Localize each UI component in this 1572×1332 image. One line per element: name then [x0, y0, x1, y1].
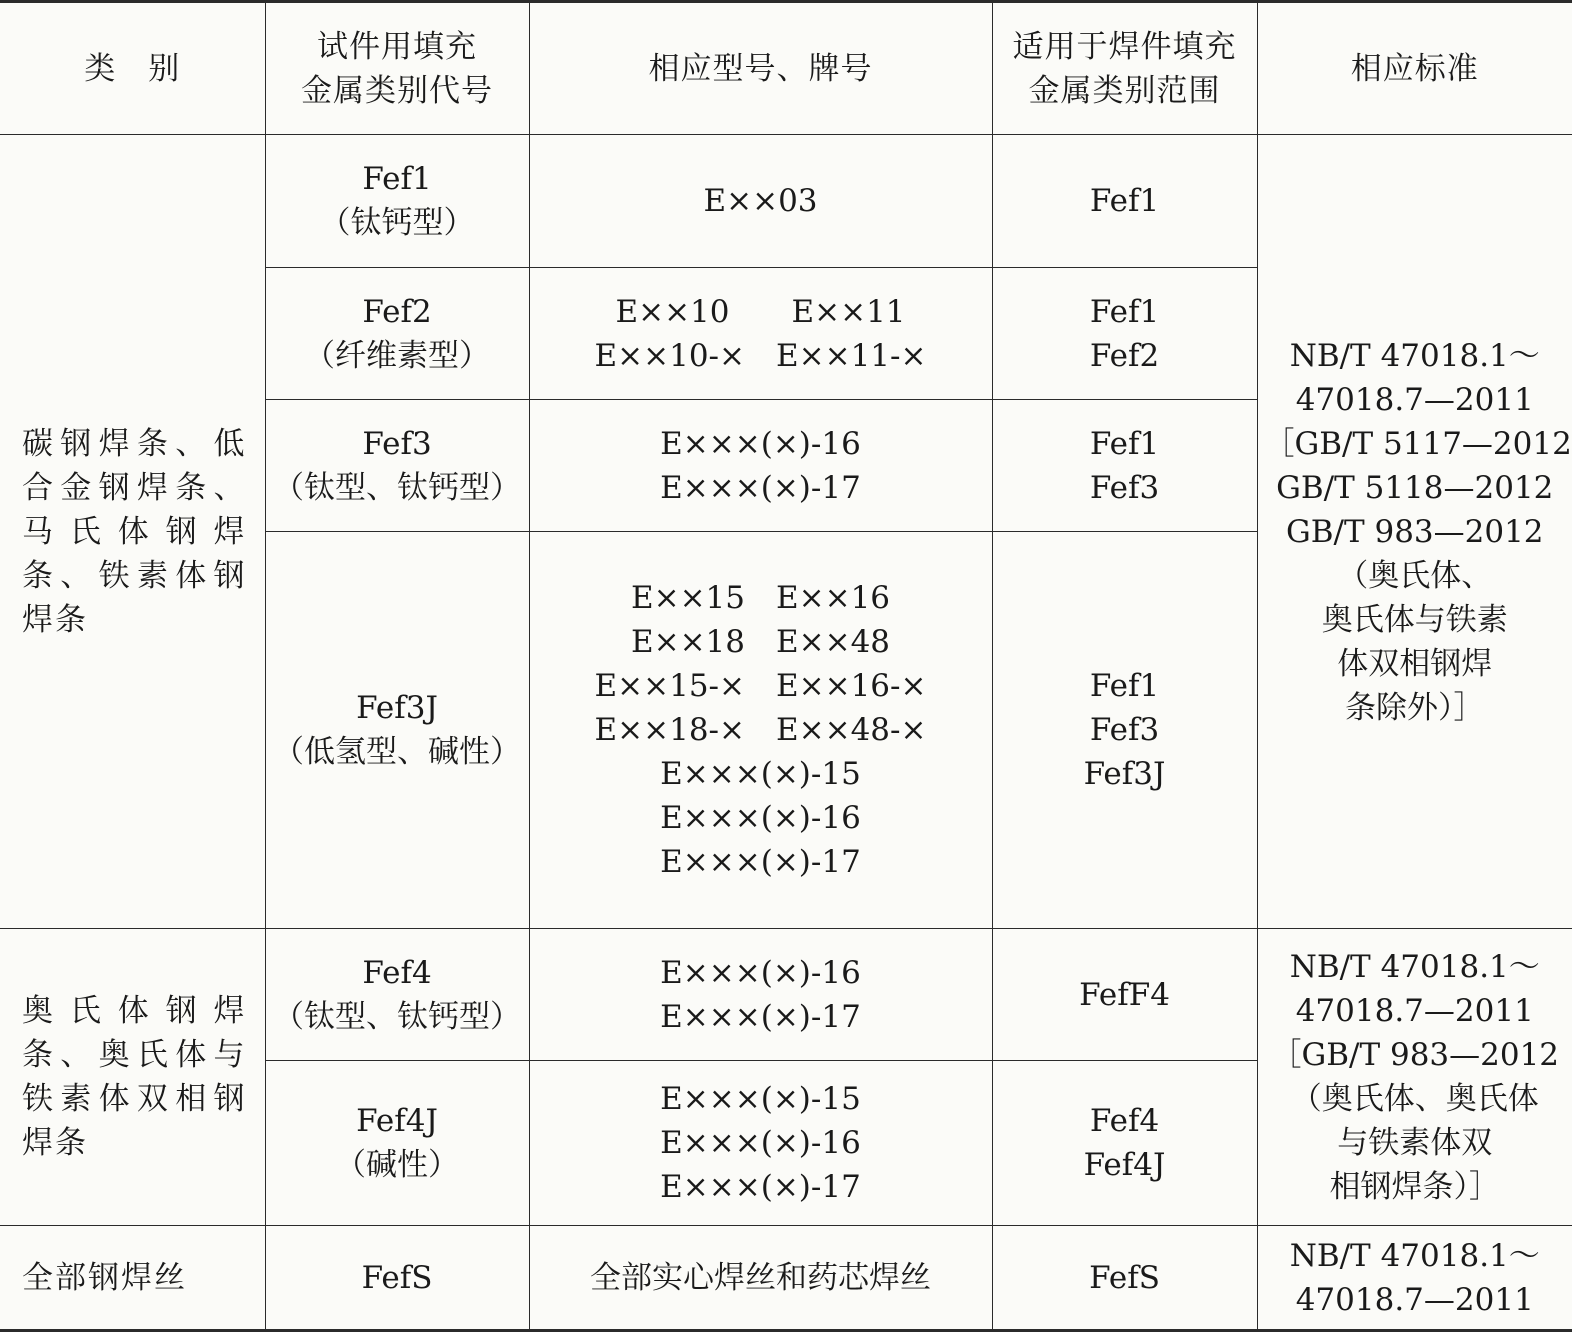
range-cell: Fef4 Fef4J: [992, 1061, 1257, 1226]
range-cell: Fef1 Fef3 Fef3J: [992, 532, 1257, 929]
test-code-cell: Fef3 （钛型、钛钙型）: [265, 400, 529, 532]
table-row: [0, 929, 1572, 1061]
range-cell: Fef1 Fef3: [992, 400, 1257, 532]
range-cell: FefF4: [992, 929, 1257, 1061]
category-cell: 碳钢焊条、低合金钢焊条、马氏体钢焊条、铁素体钢焊条: [0, 135, 265, 929]
test-code-cell: Fef4 （钛型、钛钙型）: [265, 929, 529, 1061]
test-code-cell: FefS: [265, 1226, 529, 1331]
models-cell: 全部实心焊丝和药芯焊丝: [529, 1226, 992, 1331]
range-cell: Fef1 Fef2: [992, 268, 1257, 400]
category-cell: 全部钢焊丝: [0, 1226, 265, 1331]
models-cell: E×××(×)-15 E×××(×)-16 E×××(×)-17: [529, 1061, 992, 1226]
header-test-code: 试件用填充 金属类别代号: [265, 2, 529, 135]
range-cell: Fef1: [992, 135, 1257, 268]
test-code-cell: Fef4J （碱性）: [265, 1061, 529, 1226]
category-cell: 奥氏体钢焊条、奥氏体与铁素体双相钢焊条: [0, 929, 265, 1226]
models-cell: E×××(×)-16 E×××(×)-17: [529, 400, 992, 532]
header-row: [0, 2, 1572, 135]
models-cell: E××15 E××16 E××18 E××48 E××15-× E××16-× E××18-× E××48-× E×××(×)-15 E×××(×)-16 E×××(×)-17: [529, 532, 992, 929]
test-code-cell: Fef2 （纤维素型）: [265, 268, 529, 400]
standard-cell: NB/T 47018.1～ 47018.7—2011 ［GB/T 5117—2012 GB/T 5118—2012 GB/T 983—2012 （奥氏体、 奥氏体与铁素 体双相钢焊 条除外）］: [1257, 135, 1572, 929]
test-code-cell: Fef3J （低氢型、碱性）: [265, 532, 529, 929]
header-models: 相应型号、牌号: [529, 2, 992, 135]
header-category: 类 别: [0, 2, 265, 135]
standard-cell: NB/T 47018.1～ 47018.7—2011: [1257, 1226, 1572, 1331]
header-standard: 相应标准: [1257, 2, 1572, 135]
models-cell: E×××(×)-16 E×××(×)-17: [529, 929, 992, 1061]
test-code-cell: Fef1 （钛钙型）: [265, 135, 529, 268]
models-cell: E××10 E××11 E××10-× E××11-×: [529, 268, 992, 400]
header-range: 适用于焊件填充 金属类别范围: [992, 2, 1257, 135]
standard-cell: NB/T 47018.1～ 47018.7—2011 ［GB/T 983—2012 （奥氏体、奥氏体 与铁素体双 相钢焊条）］: [1257, 929, 1572, 1226]
range-cell: FefS: [992, 1226, 1257, 1331]
models-cell: E××03: [529, 135, 992, 268]
table-row: [0, 1226, 1572, 1331]
table-row: [0, 135, 1572, 268]
